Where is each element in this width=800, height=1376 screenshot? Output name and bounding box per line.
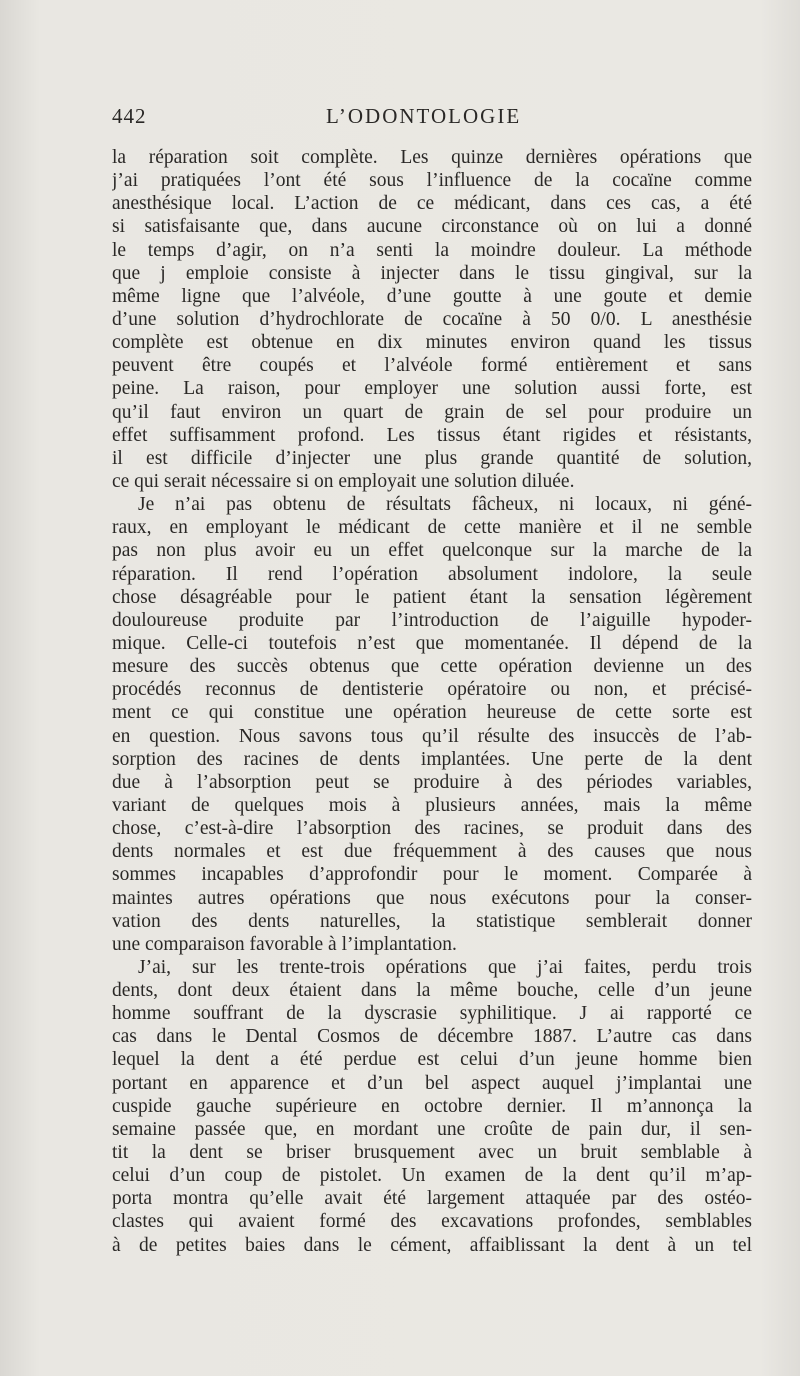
text-line: homme souffrant de la dyscrasie syphilitique. J ai rapporté ce bbox=[112, 1003, 752, 1025]
text-line: sorption des racines de dents implantées. Une perte de la dent bbox=[112, 748, 752, 770]
text-line: dents normales et est due fréquemment à des causes que nous bbox=[112, 841, 752, 863]
text-line: maintes autres opérations que nous exécutons pour la conser- bbox=[112, 887, 752, 909]
text-line: raux, en employant le médicant de cette manière et il ne semble bbox=[112, 517, 752, 539]
text-line: tit la dent se briser brusquement avec un bruit semblable à bbox=[112, 1142, 752, 1164]
text-line: ment ce qui constitue une opération heureuse de cette sorte est bbox=[112, 702, 752, 724]
text-line: la réparation soit complète. Les quinze dernières opérations que bbox=[112, 147, 752, 168]
text-line: variant de quelques mois à plusieurs années, mais la même bbox=[112, 794, 752, 816]
text-line: à de petites baies dans le cément, affaiblissant la dent à un tel bbox=[112, 1234, 752, 1256]
text-line: même ligne que l’alvéole, d’une goutte à une goute et demie bbox=[112, 285, 752, 307]
running-title: L’ODONTOLOGIE bbox=[326, 104, 522, 128]
text-line: vation des dents naturelles, la statistique semblerait donner bbox=[112, 910, 752, 932]
text-line: le temps d’agir, on n’a senti la moindre douleur. La méthode bbox=[112, 239, 752, 261]
text-line: semaine passée que, en mordant une croûte de pain dur, il sen- bbox=[112, 1118, 752, 1140]
text-line: cuspide gauche supérieure en octobre dernier. Il m’annonça la bbox=[112, 1095, 752, 1117]
text-line: en question. Nous savons tous qu’il résulte des insuccès de l’ab- bbox=[112, 725, 752, 747]
text-line: pas non plus avoir eu un effet quelconque sur la marche de la bbox=[112, 540, 752, 562]
text-line: j’ai pratiquées l’ont été sous l’influence de la cocaïne comme bbox=[112, 170, 752, 192]
text-line: chose désagréable pour le patient étant la sensation légèrement bbox=[112, 586, 752, 608]
text-line: procédés reconnus de dentisterie opératoire ou non, et précisé- bbox=[112, 679, 752, 701]
text-line: mique. Celle-ci toutefois n’est que momentanée. Il dépend de la bbox=[112, 632, 752, 654]
text-line: douloureuse produite par l’introduction de l’aiguille hypoder- bbox=[112, 609, 752, 631]
text-line: portant en apparence et d’un bel aspect auquel j’implantai une bbox=[112, 1072, 752, 1094]
text-line: réparation. Il rend l’opération absolument indolore, la seule bbox=[112, 563, 752, 585]
text-line: clastes qui avaient formé des excavations profondes, semblables bbox=[112, 1211, 752, 1233]
text-line: ce qui serait nécessaire si on employait une solution diluée. bbox=[112, 470, 575, 492]
page-number: 442 bbox=[112, 104, 147, 128]
text-line: peuvent être coupés et l’alvéole formé entièrement et sans bbox=[112, 355, 752, 377]
text-line: celui d’un coup de pistolet. Un examen de la dent qu’il m’ap- bbox=[112, 1165, 752, 1187]
text-line: lequel la dent a été perdue est celui d’un jeune homme bien bbox=[112, 1049, 752, 1071]
text-line: il est difficile d’injecter une plus grande quantité de solution, bbox=[112, 447, 752, 469]
text-line: cas dans le Dental Cosmos de décembre 1887. L’autre cas dans bbox=[112, 1026, 752, 1048]
text-line: sommes incapables d’approfondir pour le moment. Comparée à bbox=[112, 864, 752, 886]
text-line: dents, dont deux étaient dans la même bouche, celle d’un jeune bbox=[112, 980, 752, 1002]
page-header bbox=[112, 104, 752, 132]
text-line: Je n’ai pas obtenu de résultats fâcheux, ni locaux, ni géné- bbox=[138, 494, 752, 516]
text-line: qu’il faut environ un quart de grain de sel pour produire un bbox=[112, 401, 752, 423]
text-line: complète est obtenue en dix minutes environ quand les tissus bbox=[112, 332, 752, 354]
paragraph bbox=[112, 493, 752, 956]
text-line: porta montra qu’elle avait été largement attaquée par des ostéo- bbox=[112, 1188, 752, 1210]
text-line: effet suffisamment profond. Les tissus étant rigides et résistants, bbox=[112, 424, 752, 446]
text-line: anesthésique local. L’action de ce médicant, dans ces cas, a été bbox=[112, 193, 752, 215]
text-line: si satisfaisante que, dans aucune circonstance où on lui a donné bbox=[112, 216, 752, 238]
text-line: chose, c’est-à-dire l’absorption des racines, se produit dans des bbox=[112, 818, 752, 840]
text-line: d’une solution d’hydrochlorate de cocaïne à 50 0/0. L anesthésie bbox=[112, 308, 752, 330]
text-line: mesure des succès obtenus que cette opération devienne un des bbox=[112, 656, 752, 678]
text-line: une comparaison favorable à l’implantation. bbox=[112, 933, 457, 955]
body-text bbox=[112, 146, 752, 1257]
text-line: peine. La raison, pour employer une solution aussi forte, est bbox=[112, 378, 752, 400]
text-line: que j emploie consiste à injecter dans le tissu gingival, sur la bbox=[112, 262, 752, 284]
paragraph bbox=[112, 956, 752, 1257]
text-line: due à l’absorption peut se produire à des périodes variables, bbox=[112, 771, 752, 793]
text-line: J’ai, sur les trente-trois opérations que j’ai faites, perdu trois bbox=[138, 956, 752, 978]
paragraph bbox=[112, 146, 752, 493]
